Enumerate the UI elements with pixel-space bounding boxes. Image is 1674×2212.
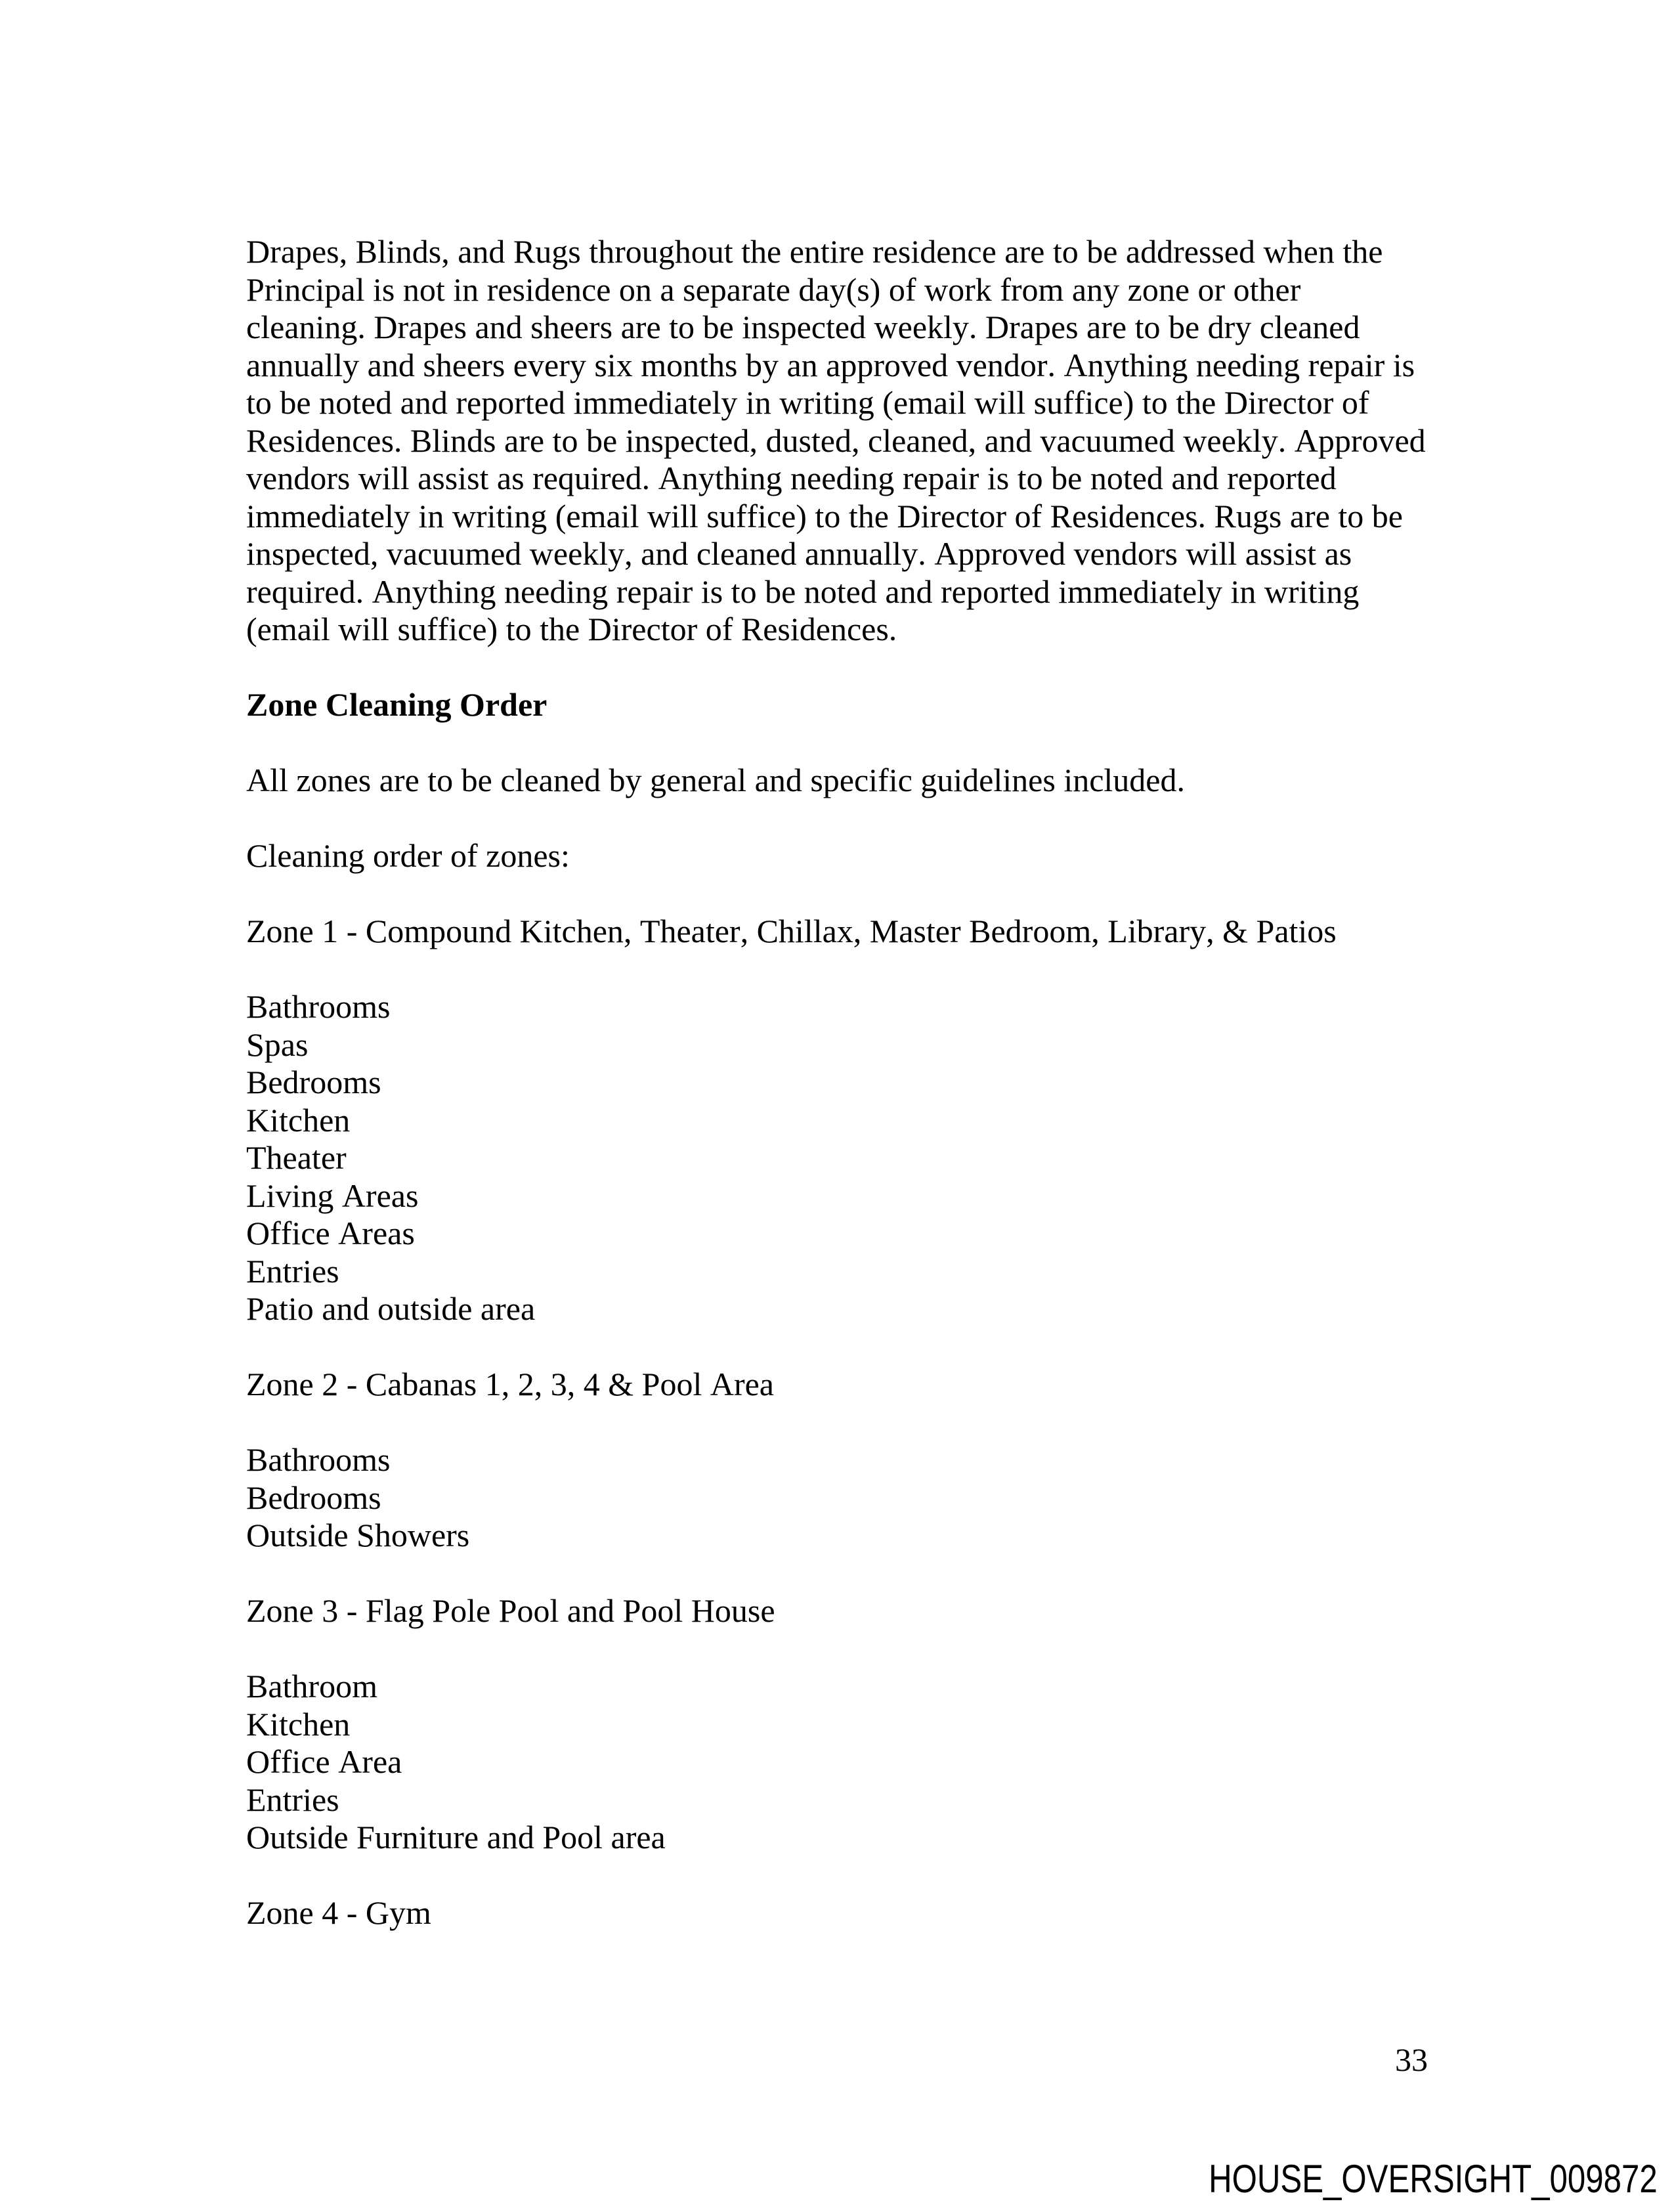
zone-area-item: Entries bbox=[246, 1781, 339, 1818]
zone-area-item: Kitchen bbox=[246, 1705, 351, 1743]
zone-area-item: Spas bbox=[246, 1026, 309, 1063]
zone-area-item: Entries bbox=[246, 1252, 339, 1290]
zone-3-title: Zone 3 - Flag Pole Pool and Pool House bbox=[246, 1592, 775, 1629]
zone-4-title: Zone 4 - Gym bbox=[246, 1894, 431, 1931]
document-body bbox=[246, 233, 1428, 1970]
bates-stamp: HOUSE_OVERSIGHT_009872 bbox=[1209, 2157, 1658, 2201]
zone-area-item: Bedrooms bbox=[246, 1479, 381, 1516]
intro-line: All zones are to be cleaned by general and specific guidelines included. bbox=[246, 762, 1185, 798]
zone-area-item: Living Areas bbox=[246, 1177, 419, 1214]
body-paragraph: Drapes, Blinds, and Rugs throughout the entire residence are to be addressed when the Principal is not in residence on a separate day(s) of work from any zone or other cleaning. Drapes and sheers are to be inspected weekly. Drapes are to be dry cleaned annually and sheers every six months by an approved vendor. Anything needing repair is to be noted and reported immediately in writing (email will suffice) to the Director of Residences. Blinds are to be inspected, dusted, cleaned, and vacuumed weekly. Approved vendors will assist as required. Anything needing repair is to be noted and reported immediately in writing (email will suffice) to the Director of Residences. Rugs are to be inspected, vacuumed weekly, and cleaned annually. Approved vendors will assist as required. Anything needing repair is to be noted and reported immediately in writing (email will suffice) to the Director of Residences. bbox=[246, 233, 1426, 647]
page-number: 33 bbox=[1395, 2041, 1428, 2078]
zone-1-area-list bbox=[246, 988, 1428, 1328]
zone-area-item: Bedrooms bbox=[246, 1064, 381, 1100]
zone-area-item: Bathrooms bbox=[246, 1441, 391, 1478]
zone-area-item: Bathrooms bbox=[246, 988, 391, 1025]
zone-area-item: Bathroom bbox=[246, 1668, 377, 1704]
zone-area-item: Theater bbox=[246, 1139, 347, 1176]
zone-area-item: Patio and outside area bbox=[246, 1290, 536, 1327]
zone-3-area-list bbox=[246, 1668, 1428, 1857]
zone-2-title: Zone 2 - Cabanas 1, 2, 3, 4 & Pool Area bbox=[246, 1366, 775, 1402]
zone-area-item: Outside Showers bbox=[246, 1517, 470, 1553]
section-heading: Zone Cleaning Order bbox=[246, 686, 547, 723]
zone-1-title: Zone 1 - Compound Kitchen, Theater, Chillax, Master Bedroom, Library, & Patios bbox=[246, 913, 1337, 949]
zone-2-area-list bbox=[246, 1441, 1428, 1555]
zone-area-item: Outside Furniture and Pool area bbox=[246, 1819, 666, 1855]
zone-area-item: Office Area bbox=[246, 1743, 402, 1780]
zone-area-item: Office Areas bbox=[246, 1215, 415, 1251]
order-label: Cleaning order of zones: bbox=[246, 837, 570, 874]
zone-area-item: Kitchen bbox=[246, 1101, 351, 1139]
